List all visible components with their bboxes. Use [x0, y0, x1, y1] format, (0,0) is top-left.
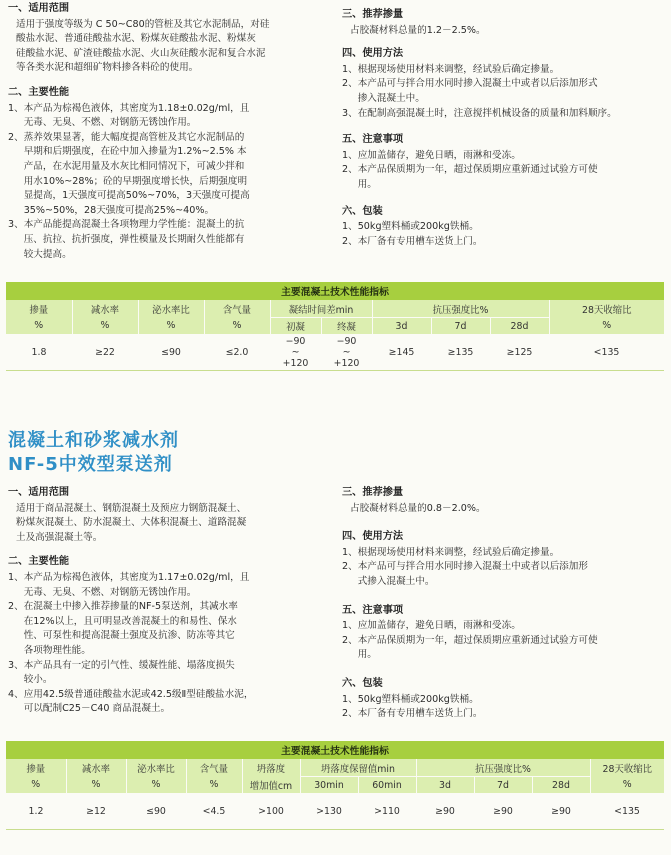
p2-title-line-2: NF-5中效型泵送剂: [8, 454, 173, 475]
p2-dosage-text: 占胶凝材料总量的0.8－2.0%。: [350, 502, 486, 514]
p2-th-slump-retention: 坍落度保留值min: [300, 759, 416, 777]
p1-th-unit: %: [72, 318, 138, 335]
p2-usage-item-2: 2、 本产品可与拌合用水同时掺入混凝土中或者以后添加形 式掺入混凝土中。: [342, 561, 588, 587]
p2-td-bleeding-ratio: ≤90: [126, 793, 186, 830]
p2-th-air-content: 含气量: [186, 759, 242, 777]
p1-usage-item-2: 2、 本产品可与拌合用水同时掺入混凝土中或者以后添加形式 掺入混凝土中。: [342, 78, 598, 104]
p2-scope-line: 土及高强混凝土等。: [16, 531, 103, 543]
p2-performance-item-1: 1、 本产品为棕褐色液体，其密度为1.17±0.02g/ml，且 无毒、无臭、不燃、对钢筋无锈蚀作用。: [8, 571, 250, 598]
p1-th-dosage: 掺量: [6, 300, 72, 318]
p2-th-shrinkage: 28天收缩比: [590, 759, 664, 777]
p1-th-initial-set: 初凝: [270, 318, 321, 335]
p1-th-setting-time: 凝结时间差min: [270, 300, 372, 318]
p2-th-28d: 28d: [532, 777, 590, 794]
p2-spec-table: [6, 741, 664, 830]
p1-th-air-content: 含气量: [204, 300, 270, 318]
p2-heading-packaging: 六、包装: [342, 677, 383, 689]
p1-th-28d: 28d: [490, 318, 549, 335]
p1-td-3d: ≥145: [372, 334, 431, 371]
p2-th-unit: %: [186, 777, 242, 794]
p2-th-3d: 3d: [416, 777, 474, 794]
p1-packaging-item-2: 2、 本厂备有专用槽车送货上门。: [342, 235, 483, 247]
p2-performance-item-4: 4、 应用42.5级普通硅酸盐水泥或42.5级Ⅱ型硅酸盐水泥， 可以配制C25－C40 商品混凝土。: [8, 688, 254, 715]
p1-td-7d: ≥135: [431, 334, 490, 371]
p1-th-compressive-ratio: 抗压强度比%: [372, 300, 549, 318]
p1-th-unit: %: [6, 318, 72, 335]
p2-td-air-content: <4.5: [186, 793, 242, 830]
p2-scope-line: 适用于商品混凝土、钢筋混凝土及预应力钢筋混凝土、: [16, 502, 247, 514]
p1-performance-item-3: 3、 本产品能提高混凝土各项物理力学性能：混凝土的抗 压、抗拉、抗折强度，弹性模量及长期耐久性能都有 较大提高。: [8, 219, 245, 260]
p1-td-initial-set: −90 ~ +120: [270, 334, 321, 371]
p2-td-water-reduction: ≥12: [66, 793, 126, 830]
p2-th-slump-increase: 坍落度: [242, 759, 300, 777]
p1-td-water-reduction: ≥22: [72, 334, 138, 371]
p2-usage-item-1: 1、 根据现场使用材料来调整，经试验后确定掺量。: [342, 546, 560, 558]
p1-right-column: [342, 8, 666, 249]
p1-heading-packaging: 六、包装: [342, 205, 383, 217]
p2-td-shrinkage: <135: [590, 793, 664, 830]
p2-th-unit: %: [126, 777, 186, 794]
p2-th-water-reduction: 减水率: [66, 759, 126, 777]
p1-td-dosage: 1.8: [6, 334, 72, 371]
p1-th-7d: 7d: [431, 318, 490, 335]
p2-td-60min: >110: [358, 793, 416, 830]
p1-th-unit: %: [138, 318, 204, 335]
p1-heading-dosage: 三、推荐掺量: [342, 9, 404, 20]
p2-heading-scope: 一、适用范围: [8, 487, 70, 498]
p1-spec-table: [6, 282, 664, 371]
p2-performance-item-3: 3、 本产品具有一定的引气性、缓凝性能、塌落度损失 较小。: [8, 659, 235, 686]
p1-usage-item-1: 1、 根据现场使用材料来调整，经试验后确定掺量。: [342, 63, 560, 75]
p1-notes-item-1: 1、 应加盖储存，避免日晒，雨淋和受冻。: [342, 149, 521, 161]
p1-scope-line: 酸盐水泥、普通硅酸盐水泥、粉煤灰硅酸盐水泥、粉煤灰: [16, 33, 256, 45]
p2-heading-dosage: 三、推荐掺量: [342, 487, 404, 498]
p2-td-28d: ≥90: [532, 793, 590, 830]
p2-th-7d: 7d: [474, 777, 532, 794]
p1-td-air-content: ≤2.0: [204, 334, 270, 371]
p2-performance-item-2: 2、 在混凝土中掺入推荐掺量的NF-5泵送剂，其减水率 在12%以上，且可明显改善混凝土的和易性、保水 性、可泵性和提高混凝土强度及抗渗、防冻等其它 各项物理性能。: [8, 601, 238, 656]
p1-packaging-item-1: 1、 50kg塑料桶或200kg铁桶。: [342, 221, 479, 233]
p1-heading-scope: 一、适用范围: [8, 3, 70, 14]
p1-td-bleeding-ratio: ≤90: [138, 334, 204, 371]
p1-scope-line: 适用于强度等级为 C 50~C80的管桩及其它水泥制品，对硅: [16, 18, 270, 30]
p1-th-water-reduction: 减水率: [72, 300, 138, 318]
p2-td-3d: ≥90: [416, 793, 474, 830]
p2-heading-performance: 二、主要性能: [8, 556, 70, 568]
p2-td-30min: >130: [300, 793, 358, 830]
p1-th-bleeding-ratio: 泌水率比: [138, 300, 204, 318]
p1-th-shrinkage: 28天收缩比: [549, 300, 664, 318]
p2-td-7d: ≥90: [474, 793, 532, 830]
p1-th-unit: %: [204, 318, 270, 335]
p1-scope-line: 硅酸盐水泥、矿渣硅酸盐水泥、火山灰硅酸水泥和复合水泥: [16, 47, 266, 59]
p1-table-caption: 主要混凝土技术性能指标: [6, 282, 664, 300]
p2-th-unit: %: [66, 777, 126, 794]
p2-td-dosage: 1.2: [6, 793, 66, 830]
p1-performance-item-1: 1、 本产品为棕褐色液体，其密度为1.18±0.02g/ml，且 无毒、无臭、不燃、对钢筋无锈蚀作用。: [8, 102, 250, 129]
p2-scope-line: 粉煤灰混凝土、防水混凝土、大体积混凝土、道路混凝: [16, 517, 247, 529]
p2-notes-item-2: 2、 本产品保质期为一年，超过保质期应重新通过试验方可使 用。: [342, 634, 598, 661]
p2-table-caption: 主要混凝土技术性能指标: [6, 741, 664, 759]
p2-right-column: [342, 486, 666, 722]
p1-th-3d: 3d: [372, 318, 431, 335]
p1-td-28d: ≥125: [490, 334, 549, 371]
p1-th-final-set: 终凝: [321, 318, 372, 335]
p2-heading-usage: 四、使用方法: [342, 531, 404, 543]
p2-title-line-1: 混凝土和砂浆减水剂: [8, 430, 179, 451]
p1-left-column: [8, 2, 326, 262]
p2-left-column: [8, 486, 326, 717]
p1-heading-notes: 五、注意事项: [342, 134, 404, 146]
p2-notes-item-1: 1、 应加盖储存，避免日晒，雨淋和受冻。: [342, 620, 521, 632]
p1-notes-item-2: 2、 本产品保质期为一年，超过保质期应重新通过试验方可使 用。: [342, 164, 598, 190]
p1-usage-item-3: 3、 在配制高强混凝土时，注意搅拌机械设备的质量和加料顺序。: [342, 107, 617, 119]
p1-td-shrinkage: <135: [549, 334, 664, 371]
p2-heading-notes: 五、注意事项: [342, 604, 404, 616]
p1-dosage-text: 占胶凝材料总量的1.2－2.5%。: [350, 24, 486, 36]
p2-th-bleeding-ratio: 泌水率比: [126, 759, 186, 777]
p2-packaging-item-2: 2、 本厂备有专用槽车送货上门。: [342, 708, 483, 720]
p1-heading-performance: 二、主要性能: [8, 86, 70, 98]
p1-td-final-set: −90 ~ +120: [321, 334, 372, 371]
p1-th-unit: %: [549, 318, 664, 335]
p2-th-unit: %: [6, 777, 66, 794]
p2-th-unit: %: [590, 777, 664, 794]
p2-th-dosage: 掺量: [6, 759, 66, 777]
p1-heading-usage: 四、使用方法: [342, 48, 404, 60]
p1-performance-item-2: 2、 蒸养效果显著，能大幅度提高管桩及其它水泥制品的 早期和后期强度，在砼中加入掺量为1.2%~2.5% 本 产品，在水泥用量及水灰比相同情况下，可减少拌和 用水10%~28%；砼的早期强度增长快，后期强度明 显提高，1天强度可提高50%~70%，3天强度可提高 35%~50%，28天强度可提高25%~40%。: [8, 131, 250, 216]
p2-packaging-item-1: 1、 50kg塑料桶或200kg铁桶。: [342, 693, 479, 705]
p2-th-compressive-ratio: 抗压强度比%: [416, 759, 590, 777]
p2-th-slump-unit: 增加值cm: [242, 777, 300, 794]
p1-scope-line: 等各类水泥和超细矿物料掺各料砼的使用。: [16, 62, 199, 74]
p2-td-slump-increase: >100: [242, 793, 300, 830]
p2-th-30min: 30min: [300, 777, 358, 794]
p2-th-60min: 60min: [358, 777, 416, 794]
